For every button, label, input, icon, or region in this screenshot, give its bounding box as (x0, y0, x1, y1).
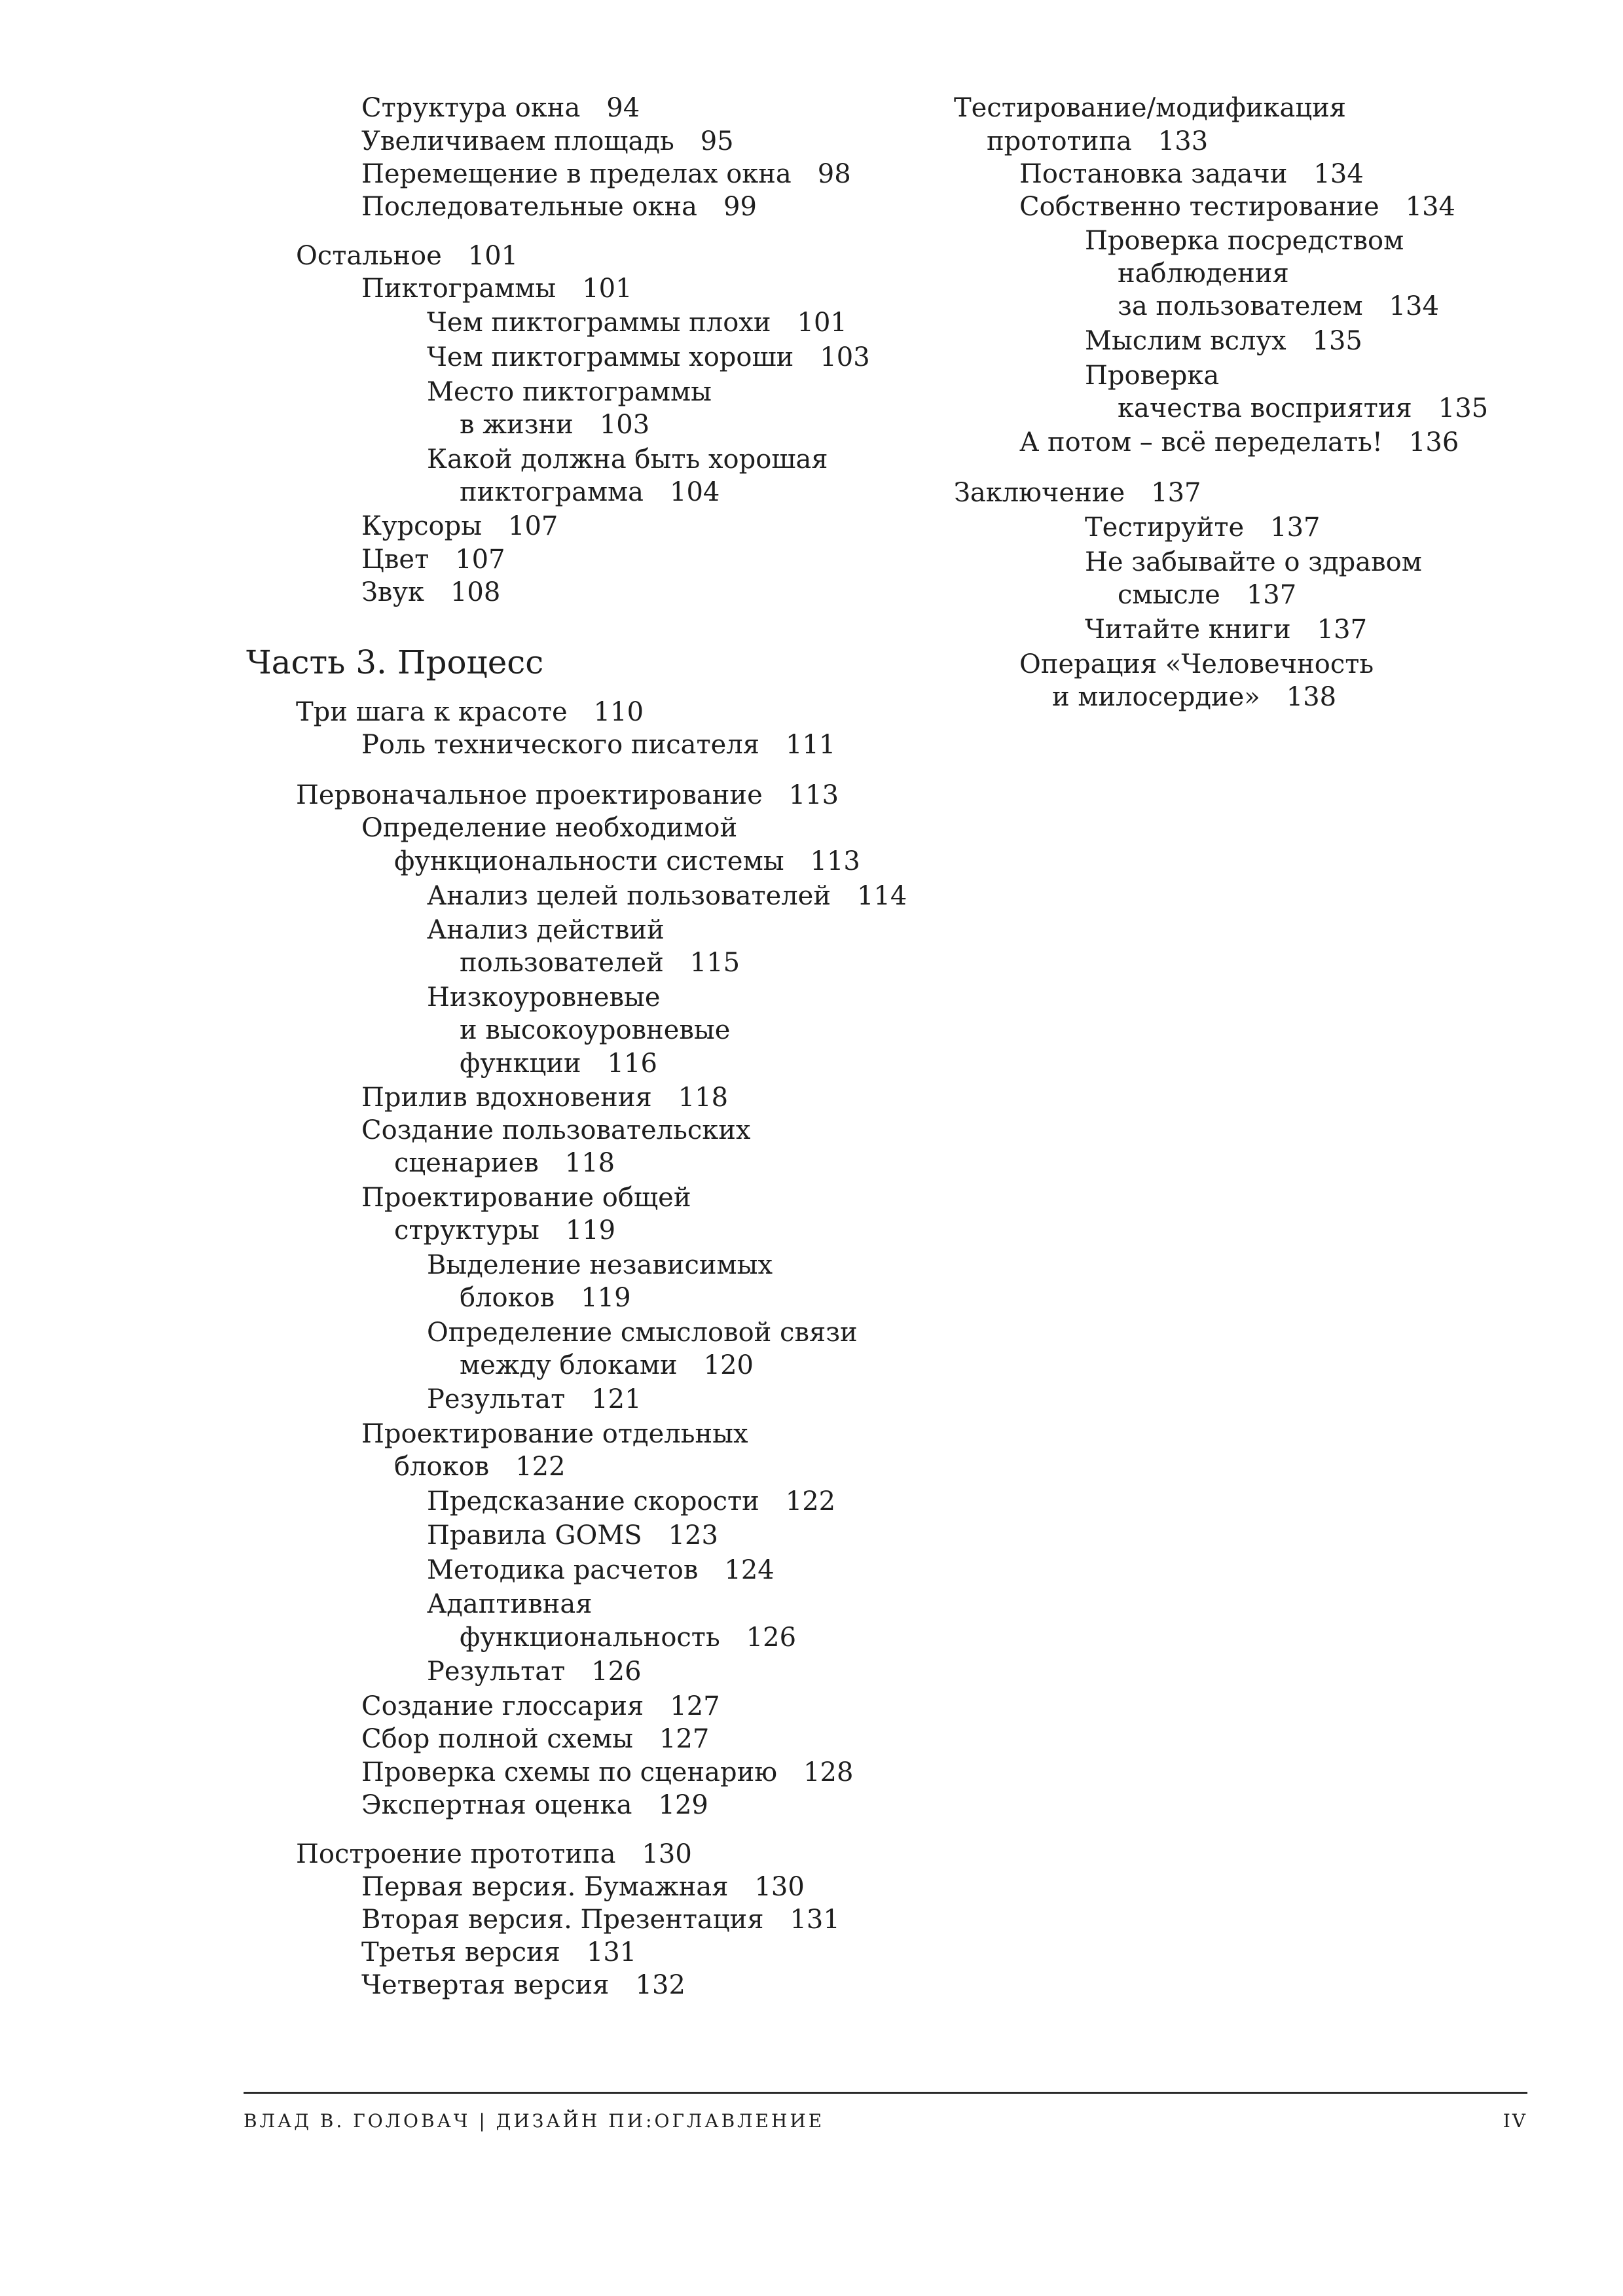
toc-entry (361, 510, 558, 543)
toc-entry (361, 1690, 720, 1723)
toc-entry (361, 576, 500, 609)
toc-entry-title: пользователей (460, 948, 664, 978)
toc-entry-title: структуры (394, 1215, 539, 1246)
toc-entry-page: 120 (703, 1350, 754, 1380)
toc-entry-page: 113 (788, 780, 839, 810)
toc-entry (427, 880, 907, 912)
toc-entry (1085, 546, 1422, 579)
toc-entry-title: и милосердие» (1052, 682, 1260, 712)
toc-entry-page: 137 (1246, 580, 1297, 610)
toc-entry-title: Звук (361, 577, 424, 607)
toc-entry-page: 103 (599, 410, 650, 440)
toc-entry-page: 101 (467, 241, 519, 271)
toc-entry-page: 110 (593, 697, 644, 727)
toc-entry (394, 1214, 615, 1247)
toc-entry-page: 118 (564, 1148, 615, 1178)
toc-entry-page: 128 (803, 1757, 854, 1787)
toc-entry-title: Создание глоссария (361, 1691, 644, 1721)
footer-rule (244, 2092, 1527, 2094)
toc-entry (460, 1282, 631, 1314)
toc-entry (460, 1047, 657, 1080)
toc-entry-page: 138 (1286, 682, 1337, 712)
toc-entry-page: 104 (670, 477, 720, 507)
toc-entry (361, 1903, 840, 1936)
toc-entry-title: Читайте книги (1085, 615, 1291, 645)
toc-entry (361, 1756, 853, 1789)
toc-entry-page: 94 (606, 93, 640, 123)
toc-entry-page: 133 (1158, 126, 1209, 156)
toc-entry-title: Проверка схемы по сценарию (361, 1757, 778, 1787)
toc-entry-page: 114 (857, 881, 907, 911)
toc-entry-title: Три шага к красоте (296, 697, 568, 727)
toc-entry (954, 92, 1346, 124)
toc-entry (1085, 325, 1362, 357)
toc-entry-page: 103 (820, 342, 870, 372)
toc-entry (1019, 158, 1364, 190)
toc-entry-title: Первоначальное проектирование (296, 780, 763, 810)
toc-entry-title: блоков (460, 1283, 555, 1313)
toc-entry-title: функциональность (460, 1623, 720, 1653)
toc-entry-title: блоков (394, 1452, 490, 1482)
toc-entry (1019, 190, 1455, 223)
toc-entry-page: 108 (450, 577, 501, 607)
toc-entry-title: Сбор полной схемы (361, 1724, 633, 1754)
toc-entry-title: Результат (427, 1384, 566, 1414)
part-heading: Часть 3. Процесс (246, 643, 544, 681)
toc-entry (427, 981, 661, 1014)
toc-entry-title: Собственно тестирование (1019, 192, 1379, 222)
toc-entry (296, 240, 518, 272)
toc-entry (1118, 290, 1439, 323)
toc-entry-title: Роль технического писателя (361, 730, 759, 760)
toc-entry-page: 136 (1408, 427, 1459, 457)
toc-entry-page: 134 (1405, 192, 1456, 222)
toc-entry-page: 101 (797, 308, 847, 338)
toc-entry-title: и высокоуровневые (460, 1015, 731, 1045)
toc-entry-title: А потом – всё переделать! (1019, 427, 1383, 457)
toc-entry (361, 728, 835, 761)
toc-entry-page: 107 (508, 511, 558, 541)
toc-entry (1118, 257, 1289, 290)
toc-entry-title: Какой должна быть хорошая (427, 444, 828, 475)
toc-entry-page: 101 (582, 274, 632, 304)
toc-entry-title: за пользователем (1118, 291, 1363, 321)
toc-entry (427, 1383, 642, 1416)
toc-entry (361, 92, 640, 124)
toc-entry-page: 127 (659, 1724, 710, 1754)
toc-entry-title: прототипа (987, 126, 1132, 156)
toc-entry (361, 1114, 751, 1147)
toc-entry-page: 122 (785, 1486, 836, 1516)
toc-entry-page: 119 (581, 1283, 631, 1313)
toc-entry-title: Анализ целей пользователей (427, 881, 831, 911)
toc-entry (427, 914, 665, 946)
toc-entry-page: 129 (658, 1790, 708, 1820)
toc-entry-title: Проверка (1085, 361, 1220, 391)
toc-entry (361, 125, 734, 158)
toc-entry-title: Чем пиктограммы плохи (427, 308, 771, 338)
toc-entry-title: между блоками (460, 1350, 678, 1380)
page-number: IV (1503, 2110, 1527, 2132)
toc-entry (1052, 681, 1336, 713)
toc-entry (460, 1621, 796, 1654)
toc-entry-page: 113 (810, 846, 860, 876)
toc-entry-page: 118 (678, 1083, 729, 1113)
toc-entry-page: 107 (455, 545, 505, 575)
toc-entry-title: смысле (1118, 580, 1220, 610)
toc-entry-title: сценариев (394, 1148, 539, 1178)
toc-entry (394, 1450, 566, 1483)
toc-entry (460, 1014, 730, 1047)
toc-entry-title: Мыслим вслух (1085, 326, 1286, 356)
toc-entry-title: Проверка посредством (1085, 226, 1404, 256)
toc-entry (361, 1723, 709, 1755)
toc-entry-title: Вторая версия. Презентация (361, 1905, 764, 1935)
toc-entry-page: 137 (1270, 512, 1321, 543)
toc-entry-title: Заключение (954, 478, 1125, 508)
toc-entry (296, 696, 644, 728)
toc-entry-title: пиктограмма (460, 477, 644, 507)
toc-entry-title: Место пиктограммы (427, 377, 712, 407)
toc-entry (460, 408, 649, 441)
toc-entry-title: наблюдения (1118, 259, 1289, 289)
toc-entry-page: 131 (790, 1905, 840, 1935)
toc-entry (1085, 224, 1404, 257)
toc-entry (361, 1969, 685, 2001)
toc-entry-title: Операция «Человечность (1019, 649, 1374, 679)
toc-entry-page: 134 (1313, 159, 1364, 189)
toc-entry (1019, 648, 1374, 681)
toc-entry-page: 137 (1151, 478, 1201, 508)
toc-entry (427, 1655, 642, 1688)
toc-entry-title: Анализ действий (427, 915, 665, 945)
toc-entry-title: Последовательные окна (361, 192, 697, 222)
toc-entry-title: Проектирование общей (361, 1183, 691, 1213)
toc-entry (1019, 426, 1459, 459)
toc-entry-page: 130 (754, 1872, 805, 1902)
toc-entry (427, 1554, 775, 1587)
toc-entry-title: Результат (427, 1657, 566, 1687)
toc-entry-title: Не забывайте о здравом (1085, 547, 1422, 577)
toc-entry (1085, 613, 1367, 646)
toc-entry (987, 125, 1208, 158)
toc-entry-page: 135 (1438, 393, 1489, 423)
toc-entry (361, 158, 851, 190)
toc-entry-page: 98 (817, 159, 851, 189)
toc-entry (460, 1349, 754, 1382)
toc-entry (361, 1789, 708, 1821)
toc-entry (427, 1316, 858, 1349)
toc-entry-title: функциональности системы (394, 846, 784, 876)
toc-entry-page: 127 (670, 1691, 720, 1721)
toc-entry-page: 137 (1317, 615, 1368, 645)
toc-entry (427, 341, 870, 374)
toc-entry-title: Адаптивная (427, 1589, 593, 1619)
toc-entry (361, 272, 632, 305)
toc-entry-page: 132 (635, 1970, 685, 2000)
toc-entry-page: 119 (565, 1215, 616, 1246)
toc-entry (460, 476, 720, 509)
toc-entry (954, 476, 1201, 509)
toc-entry (460, 946, 740, 979)
footer-running-title: ВЛАД В. ГОЛОВАЧ | ДИЗАЙН ПИ:ОГЛАВЛЕНИЕ (244, 2110, 825, 2132)
toc-entry-title: в жизни (460, 410, 574, 440)
toc-entry-title: Цвет (361, 545, 429, 575)
toc-entry (361, 543, 505, 576)
toc-entry-page: 126 (591, 1657, 642, 1687)
toc-entry (296, 1838, 692, 1871)
toc-entry-title: Четвертая версия (361, 1970, 610, 2000)
toc-entry-title: Третья версия (361, 1937, 560, 1967)
toc-entry-title: Создание пользовательских (361, 1115, 751, 1145)
toc-entry (427, 1519, 718, 1552)
toc-entry-title: Определение смысловой связи (427, 1318, 858, 1348)
toc-entry (361, 812, 737, 844)
toc-entry-title: Остальное (296, 241, 442, 271)
toc-entry-title: функции (460, 1049, 581, 1079)
toc-entry-title: Курсоры (361, 511, 483, 541)
toc-entry-page: 99 (723, 192, 757, 222)
toc-entry-title: Первая версия. Бумажная (361, 1872, 729, 1902)
toc-entry-title: Выделение независимых (427, 1250, 773, 1280)
toc-entry-title: Низкоуровневые (427, 982, 661, 1013)
toc-entry-page: 124 (724, 1555, 775, 1585)
toc-entry-title: Экспертная оценка (361, 1790, 632, 1820)
toc-entry (361, 1418, 748, 1450)
toc-entry-title: Структура окна (361, 93, 581, 123)
toc-entry-page: 122 (515, 1452, 566, 1482)
toc-entry (427, 376, 712, 408)
toc-entry-page: 130 (642, 1839, 692, 1869)
toc-entry-page: 121 (591, 1384, 642, 1414)
toc-entry-title: Пиктограммы (361, 274, 556, 304)
toc-entry-title: Перемещение в пределах окна (361, 159, 792, 189)
toc-entry-title: Прилив вдохновения (361, 1083, 652, 1113)
toc-entry-title: Предсказание скорости (427, 1486, 759, 1516)
toc-entry (394, 1147, 615, 1179)
toc-entry-page: 135 (1312, 326, 1362, 356)
toc-entry-title: Определение необходимой (361, 813, 738, 843)
toc-entry (296, 779, 839, 812)
toc-entry (1085, 359, 1219, 392)
toc-entry (427, 1485, 835, 1518)
toc-entry (427, 1588, 592, 1621)
toc-entry-title: Тестирование/модификация (954, 93, 1346, 123)
toc-entry-title: Построение прототипа (296, 1839, 616, 1869)
toc-entry (361, 1936, 636, 1969)
toc-entry-title: качества восприятия (1118, 393, 1412, 423)
toc-entry (361, 190, 757, 223)
toc-entry-title: Чем пиктограммы хороши (427, 342, 794, 372)
toc-entry-title: Увеличиваем площадь (361, 126, 674, 156)
toc-entry-page: 95 (700, 126, 734, 156)
toc-entry-title: Проектирование отдельных (361, 1419, 748, 1449)
toc-entry (1118, 392, 1488, 425)
toc-entry (361, 1081, 728, 1114)
toc-entry (361, 1181, 691, 1214)
toc-entry (427, 1249, 773, 1282)
toc-entry (1085, 511, 1321, 544)
toc-entry-title: Постановка задачи (1019, 159, 1288, 189)
toc-entry (1118, 579, 1296, 611)
toc-entry-page: 134 (1389, 291, 1439, 321)
toc-entry-page: 131 (586, 1937, 637, 1967)
toc-entry-title: Методика расчетов (427, 1555, 699, 1585)
toc-entry-title: Правила GOMS (427, 1520, 642, 1551)
toc-entry (427, 443, 828, 476)
toc-entry-page: 111 (785, 730, 836, 760)
toc-entry (361, 1871, 805, 1903)
toc-entry (394, 845, 860, 878)
toc-entry-page: 116 (607, 1049, 657, 1079)
toc-entry (427, 306, 847, 339)
toc-entry-title: Тестируйте (1085, 512, 1245, 543)
toc-entry-page: 115 (689, 948, 740, 978)
toc-entry-page: 126 (746, 1623, 797, 1653)
toc-entry-page: 123 (668, 1520, 718, 1551)
